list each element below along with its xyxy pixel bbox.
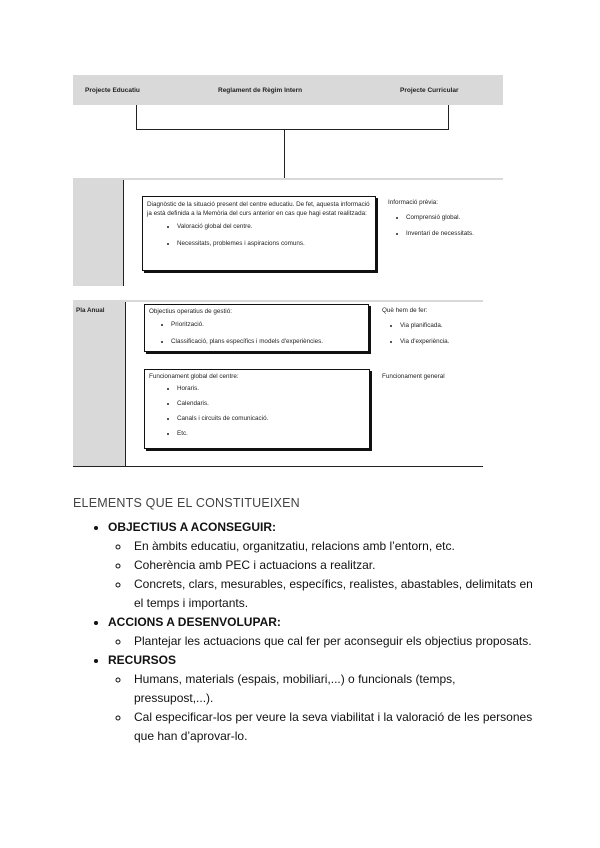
- list-item: • Etc.: [177, 429, 369, 438]
- connector-left: [136, 105, 137, 130]
- list-item: ◦ Cal especificar-los per veure la seva viabilitat i la valoració de les persones que han d’aprovar-lo.: [130, 708, 538, 746]
- row2-box2-title: Funcionament global del centre:: [149, 373, 239, 380]
- list-item: ◦ Coherència amb PEC i actuacions a realitzar.: [130, 556, 538, 575]
- header-projecte-curricular: Projecte Curricular: [400, 87, 459, 94]
- list-item: • Canals i circuits de comunicació.: [177, 414, 369, 423]
- row2-side-note-1: [382, 306, 502, 353]
- list-item: • Via d'experiència.: [400, 337, 502, 346]
- list-item: ◦ Humans, materials (espais, mobiliari,...) o funcionals (temps, pressupost,...).: [130, 670, 538, 708]
- list-item: ◦ Concrets, clars, mesurables, específics, realistes, abastables, delimitats en el temps i importants.: [130, 575, 538, 613]
- row2-box1-list: [149, 320, 368, 346]
- item-label: ACCIONS A DESENVOLUPAR:: [108, 615, 281, 629]
- list-item: • Necessitats, problemes i aspiracions comuns.: [177, 239, 375, 248]
- section-title: ELEMENTS QUE EL CONSTITUEIXEN: [73, 496, 300, 510]
- row2-top-rule: [73, 300, 483, 302]
- row1-divider: [123, 180, 124, 286]
- row1-diagnostic-box: [142, 196, 376, 271]
- row1-side-list: [388, 213, 503, 238]
- row2-side2-title: Funcionament general: [382, 373, 445, 380]
- row2-label-pla-anual: Pla Anual: [76, 307, 105, 314]
- list-item: ◦ En àmbits educatiu, organitzatiu, relacions amb l’entorn, etc.: [130, 537, 538, 556]
- list-item: • Inventari de necessitats.: [406, 229, 503, 238]
- list-item: • Classificació, plans específics i models d'experiències.: [171, 337, 368, 346]
- item-label: OBJECTIUS A ACONSEGUIR:: [108, 520, 277, 534]
- row2-divider: [125, 302, 126, 466]
- row1-side-note: [388, 198, 503, 245]
- row1-box-list: [147, 222, 375, 248]
- connector-down: [284, 130, 285, 178]
- row2-side1-title: Què hem de fer:: [382, 307, 428, 314]
- row1-label-cell: [73, 178, 123, 286]
- list-item: [108, 651, 538, 746]
- connector-horizontal: [136, 129, 449, 130]
- list-item: [108, 518, 538, 613]
- list-item: • Comprensió global.: [406, 213, 503, 222]
- elements-list: [88, 518, 538, 746]
- row1-side-title: Informació prèvia:: [388, 199, 439, 206]
- list-item: • Calendaris.: [177, 399, 369, 408]
- row2-bottom-rule: [73, 466, 483, 467]
- list-item: • Via planificada.: [400, 321, 502, 330]
- row2-box1-title: Objectius operatius de gestió:: [149, 308, 232, 315]
- connector-right: [448, 105, 449, 130]
- diagram-header-bar: [73, 75, 503, 105]
- row2-funcionament-box: [144, 369, 370, 449]
- list-item: • Valoració global del centre.: [177, 222, 375, 231]
- row1-top-rule: [73, 178, 503, 180]
- row1-box-text: Diagnòstic de la situació present del centre educatiu. De fet, aquesta informació ja està definida a la Memòria del curs anterior en cas que hagi estat realitzada:: [147, 201, 370, 217]
- row2-box2-list: [149, 384, 369, 438]
- list-item: [108, 613, 538, 651]
- list-item: • Horaris.: [177, 384, 369, 393]
- header-projecte-educatiu: Projecte Educatiu: [85, 87, 140, 94]
- list-item: ◦ Plantejar les actuacions que cal fer per aconseguir els objectius proposats.: [130, 632, 538, 651]
- header-reglament-regim-intern: Reglament de Règim Intern: [218, 87, 303, 94]
- row2-side1-list: [382, 321, 502, 346]
- item-label: RECURSOS: [108, 653, 177, 667]
- list-item: • Priorització.: [171, 320, 368, 329]
- row2-objectius-box: [144, 304, 369, 352]
- row2-label-cell: [73, 300, 125, 466]
